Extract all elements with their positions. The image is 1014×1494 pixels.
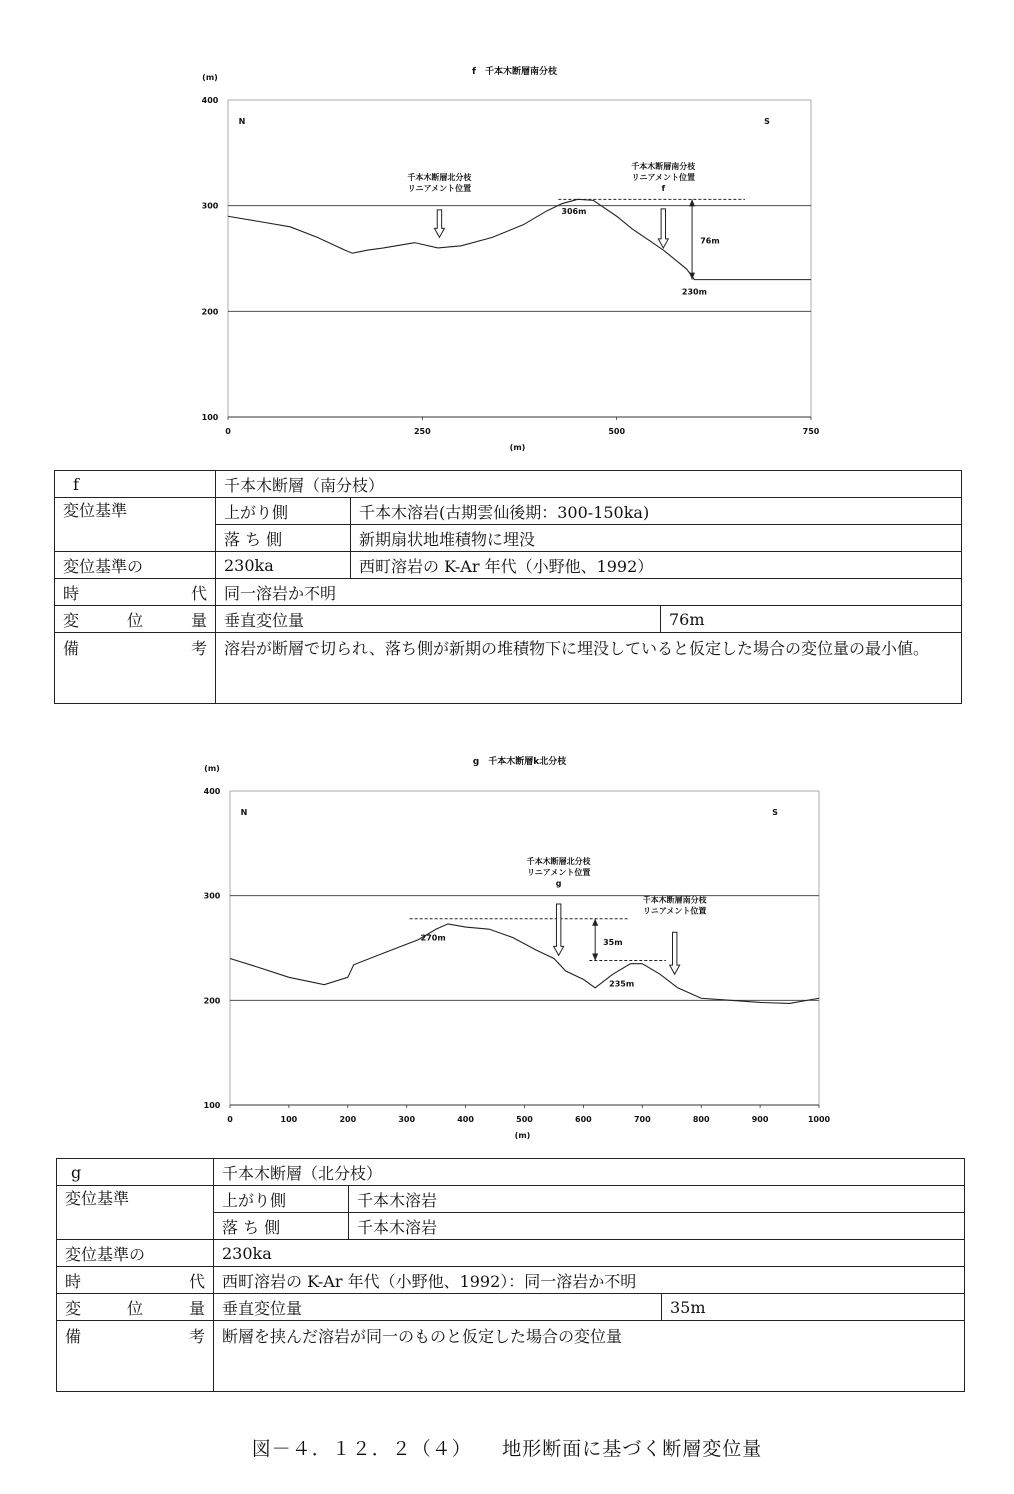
- table-f: [54, 470, 962, 704]
- table-g-age-label: 変位基準の: [57, 1240, 214, 1267]
- table-f-remark-label: 備 考: [55, 633, 216, 704]
- x-tick-label: 500: [608, 427, 626, 436]
- x-tick-label: 100: [280, 1115, 298, 1124]
- y-tick-label: 100: [201, 413, 219, 422]
- table-f-up-value: 千本木溶岩(古期雲仙後期：300-150ka): [351, 498, 962, 525]
- offset-arrow-head-top: [592, 919, 598, 926]
- chart-f: [0, 60, 1014, 455]
- table-f-down-value: 新期扇状地堆積物に埋没: [351, 525, 962, 552]
- x-tick-label: 900: [751, 1115, 769, 1124]
- table-g-remark-label: 備 考: [57, 1321, 214, 1392]
- lineament-label: 千本木断層北分枝: [526, 857, 591, 867]
- lineament-label: 千本木断層南分枝: [631, 161, 696, 171]
- table-g-age-value: 230ka: [214, 1240, 965, 1267]
- table-f-age-note: 同一溶岩か不明: [216, 579, 962, 606]
- table-g-disp-type: 垂直変位量: [214, 1294, 662, 1321]
- table-f-age-source: 西町溶岩の K-Ar 年代（小野他、1992）: [351, 552, 962, 579]
- offset-label: 35m: [603, 937, 623, 947]
- lineament-label: 千本木断層南分枝: [642, 895, 707, 905]
- chart-title: g 千本木断層k北分枝: [472, 757, 567, 767]
- direction-left: N: [238, 117, 246, 126]
- lineament-sub-label: リニアメント位置: [631, 172, 695, 182]
- y-axis-label: (m): [202, 73, 218, 82]
- offset-arrow-head-top: [689, 199, 695, 206]
- table-g-up-label: 上がり側: [214, 1186, 349, 1213]
- y-axis-label: (m): [204, 764, 220, 773]
- direction-right: S: [764, 117, 770, 126]
- direction-left: N: [240, 808, 248, 817]
- x-tick-label: 300: [398, 1115, 416, 1124]
- table-f-disp-type: 垂直変位量: [216, 606, 661, 633]
- lineament-arrow-0: [554, 904, 564, 955]
- level-label: 306m: [561, 207, 587, 217]
- level-label: 230m: [681, 287, 707, 297]
- chart-g-svg: [0, 752, 1014, 1147]
- level-label: 270m: [420, 933, 446, 943]
- table-f-age-label-2: 時 代: [55, 579, 216, 606]
- table-g-disp-value: 35m: [662, 1294, 965, 1321]
- offset-label: 76m: [700, 236, 720, 246]
- table-g-down-label: 落 ち 側: [214, 1213, 349, 1240]
- x-axis-label: (m): [509, 443, 526, 452]
- x-tick-label: 750: [802, 427, 820, 436]
- lineament-sub-label: リニアメント位置: [407, 183, 472, 193]
- chart-f-svg: [0, 60, 1014, 455]
- table-g-age-source: 西町溶岩の K-Ar 年代（小野他、1992）：同一溶岩か不明: [214, 1267, 965, 1294]
- table-f-down-label: 落 ち 側: [216, 525, 351, 552]
- y-tick-label: 100: [203, 1101, 221, 1110]
- x-axis-label: (m): [514, 1131, 531, 1140]
- table-g-down-value: 千本木溶岩: [349, 1213, 965, 1240]
- table-f-disp-label: 変 位 量: [55, 606, 216, 633]
- table-f-up-label: 上がり側: [216, 498, 351, 525]
- profile-line-0: [228, 199, 811, 279]
- figure-caption: 図－４．１２．２（４） 地形断面に基づく断層変位量: [251, 1438, 763, 1460]
- x-tick-label: 250: [413, 427, 431, 436]
- table-f-name: 千本木断層（南分枝）: [216, 471, 962, 498]
- chart-g: [0, 752, 1014, 1147]
- level-label: 235m: [609, 979, 635, 989]
- x-tick-label: 200: [339, 1115, 357, 1124]
- y-tick-label: 200: [203, 996, 221, 1006]
- chart-title: f 千本木断層南分枝: [472, 67, 557, 77]
- lineament-arrow-1: [658, 209, 668, 248]
- table-f-age-value: 230ka: [216, 552, 351, 579]
- x-tick-label: 1000: [807, 1115, 831, 1124]
- table-g: [56, 1158, 965, 1392]
- table-f-id: f: [55, 471, 216, 498]
- lineament-id-label: g: [555, 879, 562, 889]
- table-g-age-label-2: 時 代: [57, 1267, 214, 1294]
- x-tick-label: 500: [516, 1115, 533, 1124]
- plot-area: [228, 100, 811, 417]
- x-tick-label: 700: [633, 1115, 651, 1124]
- table-g-name: 千本木断層（北分枝）: [214, 1159, 965, 1186]
- y-tick-label: 400: [203, 787, 221, 796]
- x-tick-label: 400: [457, 1115, 474, 1124]
- table-g-up-value: 千本木溶岩: [349, 1186, 965, 1213]
- lineament-arrow-0: [434, 210, 444, 237]
- lineament-sub-label: リニアメント位置: [526, 868, 591, 878]
- table-g-disp-label: 変 位 量: [57, 1294, 214, 1321]
- lineament-label: 千本木断層北分枝: [407, 172, 472, 182]
- table-g-remark: 断層を挟んだ溶岩が同一のものと仮定した場合の変位量: [214, 1321, 965, 1392]
- direction-right: S: [772, 808, 778, 817]
- table-f-basis-label: 変位基準: [55, 498, 216, 552]
- profile-line-0: [230, 924, 819, 1004]
- y-tick-label: 300: [203, 891, 221, 901]
- y-tick-label: 300: [201, 201, 219, 211]
- x-tick-label: 600: [575, 1115, 592, 1124]
- lineament-sub-label: リニアメント位置: [643, 906, 707, 916]
- lineament-arrow-1: [670, 932, 680, 974]
- table-f-disp-value: 76m: [661, 606, 962, 633]
- lineament-id-label: f: [661, 183, 666, 193]
- x-tick-label: 0: [227, 1115, 233, 1124]
- x-tick-label: 800: [692, 1115, 710, 1124]
- table-f-age-label: 変位基準の: [55, 552, 216, 579]
- plot-area: [230, 791, 819, 1105]
- table-g-basis-label: 変位基準: [57, 1186, 214, 1240]
- offset-arrow-head-bottom: [592, 954, 598, 961]
- x-tick-label: 0: [225, 427, 231, 436]
- y-tick-label: 400: [201, 96, 219, 105]
- table-g-id: g: [57, 1159, 214, 1186]
- y-tick-label: 200: [201, 307, 219, 317]
- table-f-remark: 溶岩が断層で切られ、落ち側が新期の堆積物下に埋没していると仮定した場合の変位量の最小値。: [216, 633, 962, 704]
